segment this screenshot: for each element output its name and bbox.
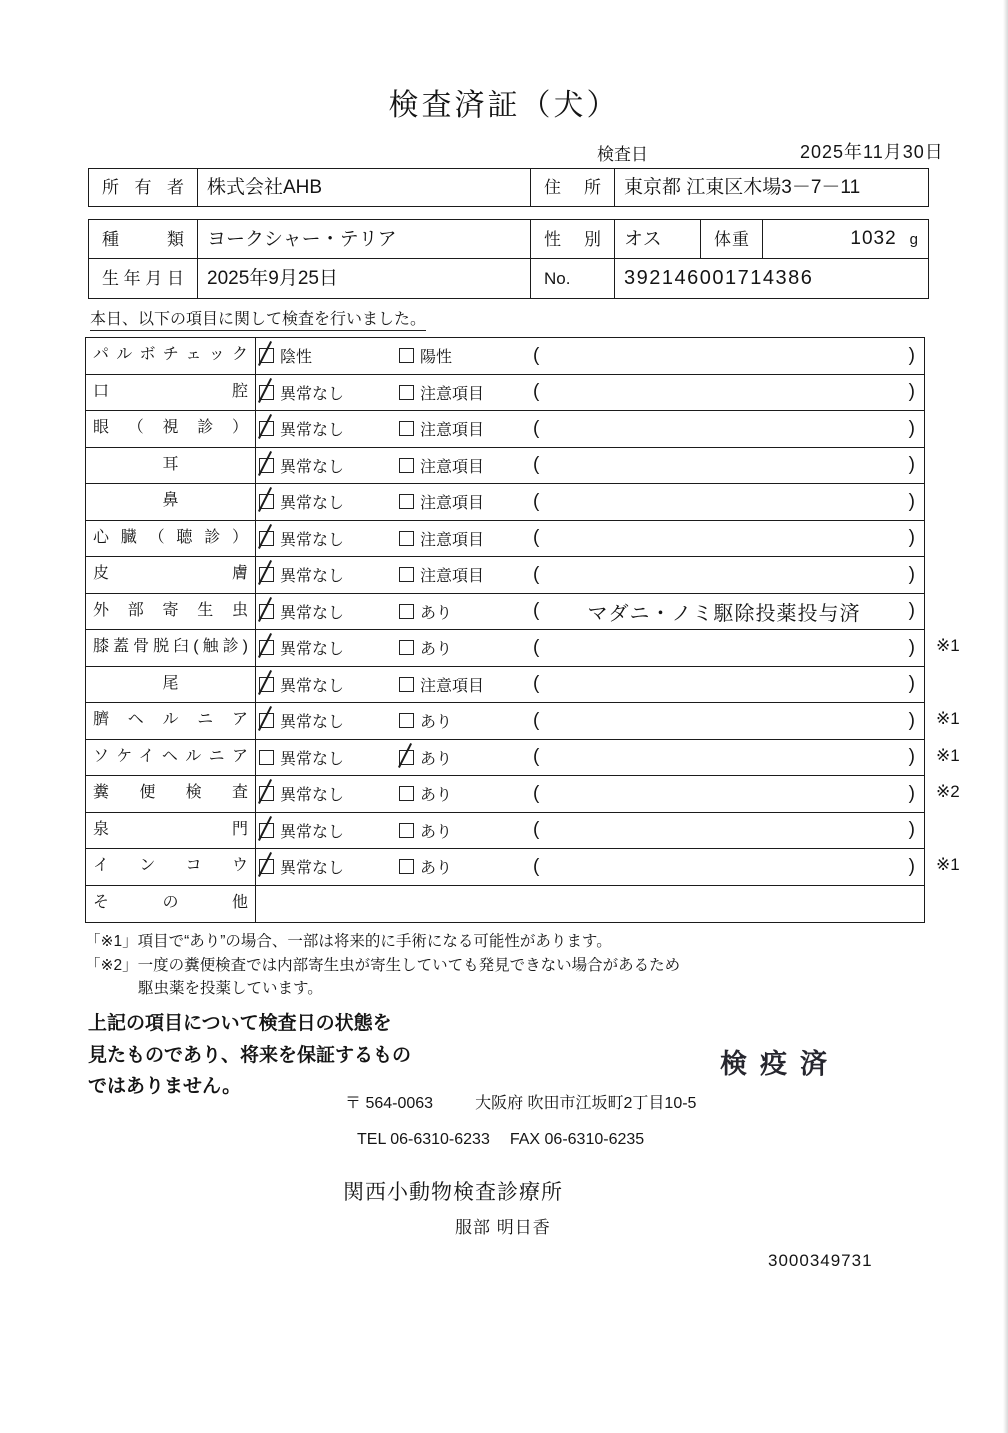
inspection-date-label: 検査日	[597, 145, 648, 164]
row-note: ※1	[936, 709, 960, 728]
checkbox-normal	[259, 385, 274, 400]
option-label: 陰性	[280, 349, 313, 367]
option-label: あり	[420, 860, 453, 878]
sex-value: オス	[615, 220, 701, 259]
paren-close: )	[908, 527, 915, 549]
weight-value	[763, 220, 928, 259]
option-label: 注意項目	[420, 495, 485, 513]
paren-close: )	[908, 709, 915, 731]
paren-open: (	[533, 344, 540, 366]
checklist-row-fontanelle	[86, 813, 924, 850]
paren-close: )	[908, 417, 915, 439]
footnote-2: 「※2」一度の糞便検査では内部寄生虫が寄生していても発見できない場合があるため	[85, 956, 681, 974]
page-title: 検査済証（犬）	[388, 89, 620, 122]
checkbox-normal	[259, 421, 274, 436]
checklist-row-skin	[86, 557, 924, 594]
disclaimer-line: 見たものであり、将来を保証するもの	[88, 1044, 412, 1066]
clinic-address-row	[345, 1090, 696, 1113]
checklist-row-fecal-exam	[86, 776, 960, 813]
paren-open: (	[533, 454, 540, 476]
checklist-row-eyes	[86, 411, 924, 448]
item-label: 皮膚	[86, 557, 256, 593]
paren-close: )	[908, 600, 915, 622]
intro-text: 本日、以下の項目に関して検査を行いました。	[90, 306, 426, 331]
item-label: ソケイヘルニア	[86, 740, 256, 776]
footnote-2-continued: 駆虫薬を投薬しています。	[138, 980, 323, 997]
checkbox-present	[399, 823, 414, 838]
paren-open: (	[533, 782, 540, 804]
option-label: 異常なし	[280, 641, 345, 659]
row-note: ※1	[936, 745, 960, 765]
paren-open: (	[533, 417, 540, 439]
paren-open: (	[533, 819, 540, 841]
quarantine-stamp: 検疫済	[720, 1049, 840, 1079]
checkbox-caution	[399, 458, 414, 473]
paren-open: (	[533, 636, 540, 658]
option-label: あり	[420, 714, 453, 732]
checkbox-caution	[399, 677, 414, 692]
option-label: あり	[420, 787, 453, 805]
item-label: 鼻	[86, 484, 256, 520]
paren-close: )	[908, 381, 915, 403]
item-label: 臍ヘルニア	[86, 703, 256, 739]
paren-close: )	[908, 855, 915, 877]
paren-open: (	[533, 563, 540, 585]
weight-label: 体重	[701, 220, 763, 259]
clinic-name: 関西小動物検査診療所	[343, 1181, 563, 1204]
item-label: 膝蓋骨脱臼(触診)	[86, 630, 256, 666]
checklist-row-tail	[86, 667, 924, 704]
animal-table	[88, 219, 929, 299]
paren-close: )	[908, 746, 915, 768]
checkbox-caution	[399, 531, 414, 546]
checkbox-present	[399, 750, 414, 765]
disclaimer	[88, 1008, 411, 1103]
paren-open: (	[533, 600, 540, 622]
paren-close: )	[908, 782, 915, 804]
checkbox-caution	[399, 567, 414, 582]
checklist-table	[85, 337, 960, 923]
checklist-row-umbilical-hernia	[86, 703, 960, 740]
paren-close: )	[908, 490, 915, 512]
option-label: あり	[420, 750, 453, 768]
birthdate-value: 2025年9月25日	[198, 259, 531, 298]
checkbox-present	[399, 604, 414, 619]
remark: マダニ・ノミ駆除投薬投与済	[587, 602, 861, 625]
option-label: 異常なし	[280, 422, 345, 440]
checkbox-normal	[259, 531, 274, 546]
option-label: 注意項目	[420, 385, 485, 403]
option-label: 異常なし	[280, 568, 345, 586]
owner-label: 所有者	[89, 169, 198, 206]
certificate-number: 392146001714386	[624, 267, 814, 289]
checklist-row-other	[86, 886, 924, 923]
checkbox-normal	[259, 750, 274, 765]
option-label: 異常なし	[280, 531, 345, 549]
option-label: 異常なし	[280, 385, 345, 403]
checklist-row-ears	[86, 448, 924, 485]
checkbox-normal	[259, 567, 274, 582]
breed-label: 種類	[89, 220, 198, 259]
address-value: 東京都 江東区木場3－7－11	[624, 177, 861, 198]
checklist-row-parvo	[86, 338, 924, 375]
checkbox-present	[399, 786, 414, 801]
item-label: パルボチェック	[86, 338, 256, 374]
option-label: 異常なし	[280, 860, 345, 878]
option-label: 異常なし	[280, 458, 345, 476]
option-label: 注意項目	[420, 677, 485, 695]
checkbox-normal	[259, 786, 274, 801]
checkbox-negative	[259, 348, 274, 363]
checklist-row-heart	[86, 521, 924, 558]
checkbox-normal	[259, 494, 274, 509]
disclaimer-line: ではありません。	[88, 1076, 242, 1097]
checkbox-normal	[259, 713, 274, 728]
serial-number: 3000349731	[768, 1251, 873, 1270]
checklist-row-inkou	[86, 849, 960, 886]
row-note: ※1	[936, 636, 960, 655]
row-note: ※1	[936, 855, 960, 874]
disclaimer-line: 上記の項目について検査日の状態を	[88, 1013, 392, 1034]
item-label: インコウ	[86, 849, 256, 885]
checkbox-present	[399, 640, 414, 655]
row-note: ※2	[936, 782, 960, 801]
paren-open: (	[533, 381, 540, 403]
option-label: 異常なし	[280, 823, 345, 841]
checklist-row-nose	[86, 484, 924, 521]
option-label: 異常なし	[280, 677, 345, 695]
item-label: 糞便検査	[86, 776, 256, 812]
option-label: 注意項目	[420, 531, 485, 549]
footnotes	[85, 930, 680, 1001]
item-label: 尾	[86, 667, 256, 703]
checkbox-caution	[399, 385, 414, 400]
checklist-row-inguinal-hernia	[86, 740, 960, 777]
checkbox-normal	[259, 677, 274, 692]
owner-value: 株式会社AHB	[198, 169, 531, 206]
item-label: 口腔	[86, 375, 256, 411]
address-label: 住所	[531, 169, 615, 206]
clinic-address: 大阪府 吹田市江坂町2丁目10-5	[475, 1095, 697, 1112]
paren-close: )	[908, 819, 915, 841]
breed-value: ヨークシャー・テリア	[198, 220, 531, 259]
paren-open: (	[533, 527, 540, 549]
option-label: 陽性	[420, 349, 453, 367]
option-label: 注意項目	[420, 422, 485, 440]
weight-number: 1032	[850, 228, 897, 249]
checkbox-normal	[259, 458, 274, 473]
paren-open: (	[533, 855, 540, 877]
option-label: あり	[420, 604, 453, 622]
option-label: 異常なし	[280, 604, 345, 622]
option-label: あり	[420, 823, 453, 841]
item-label: 耳	[86, 448, 256, 484]
weight-unit: g	[909, 230, 918, 248]
postal-code: 〒 564-0063	[345, 1095, 434, 1112]
item-label: 眼（視診）	[86, 411, 256, 447]
option-label: 異常なし	[280, 495, 345, 513]
option-label: 異常なし	[280, 714, 345, 732]
item-label: その他	[86, 886, 256, 923]
clinic-contact-row	[357, 1131, 644, 1149]
item-label: 心臓（聴診）	[86, 521, 256, 557]
paren-open: (	[533, 746, 540, 768]
paren-open: (	[533, 490, 540, 512]
staff-name: 服部 明日香	[455, 1218, 551, 1237]
clinic-tel: TEL 06-6310-6233	[357, 1131, 490, 1148]
checkbox-normal	[259, 859, 274, 874]
option-label: 注意項目	[420, 568, 485, 586]
checklist-row-mouth	[86, 375, 924, 412]
paren-open: (	[533, 673, 540, 695]
checkbox-caution	[399, 494, 414, 509]
no-label: No.	[531, 259, 615, 298]
sex-label: 性別	[531, 220, 615, 259]
option-label: 注意項目	[420, 458, 485, 476]
checkbox-present	[399, 859, 414, 874]
item-label: 外部寄生虫	[86, 594, 256, 630]
paren-close: )	[908, 563, 915, 585]
paren-open: (	[533, 709, 540, 731]
option-label: 異常なし	[280, 750, 345, 768]
checkbox-positive	[399, 348, 414, 363]
inspection-date-value: 2025年11月30日	[800, 142, 944, 162]
checkbox-present	[399, 713, 414, 728]
checkbox-normal	[259, 604, 274, 619]
birthdate-label: 生年月日	[89, 259, 198, 298]
paren-close: )	[908, 344, 915, 366]
checklist-row-external-parasites	[86, 594, 924, 631]
paren-close: )	[908, 636, 915, 658]
footnote-1: 「※1」項目で“あり”の場合、一部は将来的に手術になる可能性があります。	[85, 933, 612, 950]
item-label: 泉門	[86, 813, 256, 849]
checkbox-caution	[399, 421, 414, 436]
option-label: 異常なし	[280, 787, 345, 805]
checkbox-normal	[259, 640, 274, 655]
option-label: あり	[420, 641, 453, 659]
clinic-fax: FAX 06-6310-6235	[509, 1131, 645, 1148]
checklist-row-patella	[86, 630, 960, 667]
paren-close: )	[908, 454, 915, 476]
owner-table	[88, 168, 929, 207]
paren-close: )	[908, 673, 915, 695]
checkbox-normal	[259, 823, 274, 838]
